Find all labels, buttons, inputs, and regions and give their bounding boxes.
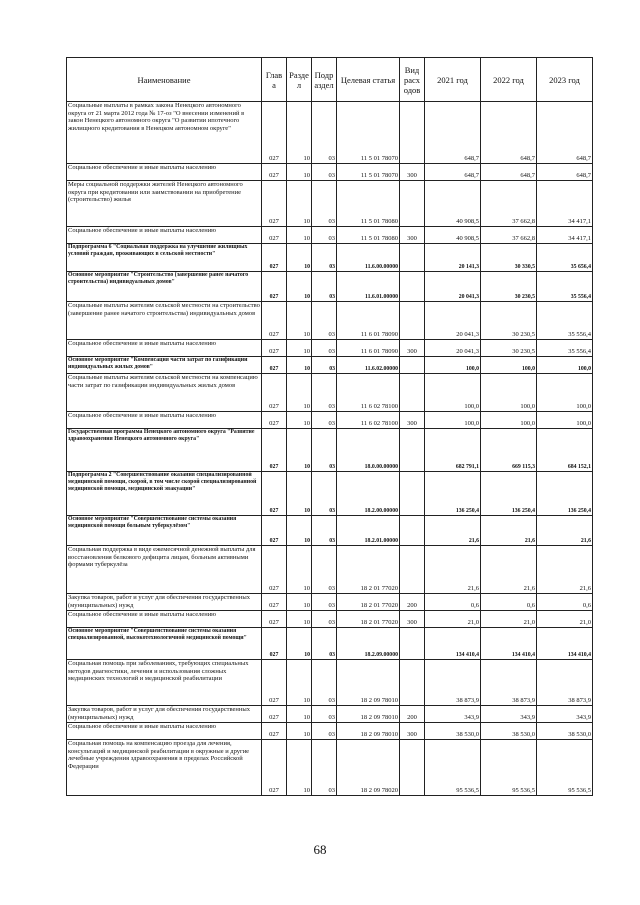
cell-name: Социальное обеспечение и иные выплаты населению — [67, 723, 262, 740]
cell-target-article: 18 2 01 77020 — [337, 594, 400, 611]
cell-podrazdel: 03 — [312, 181, 337, 227]
cell-razdel: 10 — [287, 181, 312, 227]
cell-year-2021: 682 791,1 — [425, 429, 481, 472]
cell-name: Социальное обеспечение и иные выплаты населению — [67, 340, 262, 357]
cell-year-2023: 136 250,4 — [537, 472, 593, 516]
cell-target-article: 18.0.00.00000 — [337, 429, 400, 472]
cell-expense-type — [400, 102, 425, 164]
cell-name: Подпрограмма 6 "Социальная поддержка на улучшение жилищных условий граждан, проживающих в сельской местности" — [67, 244, 262, 272]
cell-year-2021: 648,7 — [425, 164, 481, 181]
cell-year-2022: 343,9 — [481, 706, 537, 723]
header-year-2021: 2021 год — [425, 58, 481, 102]
cell-name: Основное мероприятие "Компенсация части затрат по газификации индивидуальных жилых домов" — [67, 357, 262, 374]
cell-year-2021: 21,6 — [425, 516, 481, 546]
cell-glava: 027 — [262, 340, 287, 357]
table-row — [67, 412, 593, 429]
table-row — [67, 546, 593, 594]
cell-podrazdel: 03 — [312, 740, 337, 796]
table-row — [67, 374, 593, 412]
cell-name: Социальная помощь на компенсацию проезда для лечения, консультаций и медицинской реабилитации в окружные и другие лечебные учреждения здравоохранения в пределах Российской Федерации — [67, 740, 262, 796]
cell-name: Социальная поддержка в виде ежемесячной денежной выплаты для восстановления белкового дефицита лицам, больным активными формами туберкулёза — [67, 546, 262, 594]
cell-expense-type: 300 — [400, 723, 425, 740]
cell-target-article: 11 5 01 78080 — [337, 181, 400, 227]
cell-year-2023: 35 556,4 — [537, 340, 593, 357]
cell-razdel: 10 — [287, 302, 312, 340]
cell-year-2023: 684 152,1 — [537, 429, 593, 472]
cell-expense-type: 300 — [400, 340, 425, 357]
header-podrazdel: Подр аздел — [312, 58, 337, 102]
cell-year-2022: 30 230,5 — [481, 272, 537, 302]
table-row — [67, 272, 593, 302]
table-row — [67, 102, 593, 164]
cell-glava: 027 — [262, 660, 287, 706]
cell-glava: 027 — [262, 302, 287, 340]
cell-name: Основное мероприятие "Совершенствование системы оказания медицинской помощи больным туберкулёзом" — [67, 516, 262, 546]
cell-year-2022: 100,0 — [481, 374, 537, 412]
cell-year-2023: 38 873,9 — [537, 660, 593, 706]
cell-target-article: 11 6 01 78090 — [337, 340, 400, 357]
cell-year-2023: 343,9 — [537, 706, 593, 723]
cell-target-article: 18 2 09 78010 — [337, 706, 400, 723]
cell-razdel: 10 — [287, 472, 312, 516]
table-row — [67, 244, 593, 272]
cell-glava: 027 — [262, 740, 287, 796]
cell-year-2022: 30 230,5 — [481, 340, 537, 357]
header-expense-type: Вид расх одов — [400, 58, 425, 102]
table-row — [67, 628, 593, 660]
cell-podrazdel: 03 — [312, 412, 337, 429]
cell-expense-type — [400, 272, 425, 302]
cell-expense-type — [400, 302, 425, 340]
cell-podrazdel: 03 — [312, 244, 337, 272]
cell-expense-type — [400, 546, 425, 594]
cell-expense-type — [400, 660, 425, 706]
cell-year-2021: 95 536,5 — [425, 740, 481, 796]
table-row — [67, 181, 593, 227]
cell-target-article: 18.2.00.00000 — [337, 472, 400, 516]
cell-year-2022: 134 410,4 — [481, 628, 537, 660]
cell-year-2023: 38 530,0 — [537, 723, 593, 740]
cell-podrazdel: 03 — [312, 660, 337, 706]
cell-target-article: 11.6.02.00000 — [337, 357, 400, 374]
cell-glava: 027 — [262, 357, 287, 374]
cell-name: Закупка товаров, работ и услуг для обеспечения государственных (муниципальных) нужд — [67, 594, 262, 611]
cell-year-2022: 21,6 — [481, 516, 537, 546]
cell-expense-type — [400, 472, 425, 516]
table-row — [67, 723, 593, 740]
cell-year-2022: 37 662,8 — [481, 227, 537, 244]
cell-razdel: 10 — [287, 611, 312, 628]
table-row — [67, 340, 593, 357]
cell-name: Меры социальной поддержки жителей Ненецкого автономного округа при кредитовании или заимствовании на приобретение (строительство) жилья — [67, 181, 262, 227]
cell-name: Социальное обеспечение и иные выплаты населению — [67, 227, 262, 244]
table-row — [67, 164, 593, 181]
cell-year-2023: 21,6 — [537, 516, 593, 546]
table-row — [67, 594, 593, 611]
cell-name: Государственная программа Ненецкого автономного округа "Развитие здравоохранения Ненецкого автономного округа" — [67, 429, 262, 472]
cell-podrazdel: 03 — [312, 723, 337, 740]
cell-year-2023: 100,0 — [537, 374, 593, 412]
cell-year-2022: 669 115,3 — [481, 429, 537, 472]
cell-year-2023: 35 656,4 — [537, 244, 593, 272]
cell-razdel: 10 — [287, 102, 312, 164]
cell-target-article: 18.2.09.00000 — [337, 628, 400, 660]
cell-razdel: 10 — [287, 164, 312, 181]
cell-razdel: 10 — [287, 357, 312, 374]
table-row — [67, 357, 593, 374]
cell-expense-type: 200 — [400, 594, 425, 611]
cell-year-2022: 30 230,5 — [481, 302, 537, 340]
cell-year-2022: 38 873,9 — [481, 660, 537, 706]
cell-year-2023: 648,7 — [537, 102, 593, 164]
cell-year-2021: 21,6 — [425, 546, 481, 594]
cell-glava: 027 — [262, 164, 287, 181]
header-target-article: Целевая статья — [337, 58, 400, 102]
cell-target-article: 18 2 01 77020 — [337, 546, 400, 594]
cell-year-2022: 648,7 — [481, 164, 537, 181]
cell-target-article: 11 6 01 78090 — [337, 302, 400, 340]
header-year-2023: 2023 год — [537, 58, 593, 102]
cell-target-article: 11.6.01.00000 — [337, 272, 400, 302]
cell-name: Социальное обеспечение и иные выплаты населению — [67, 611, 262, 628]
cell-year-2023: 0,6 — [537, 594, 593, 611]
cell-podrazdel: 03 — [312, 302, 337, 340]
cell-expense-type: 200 — [400, 706, 425, 723]
cell-year-2021: 38 530,0 — [425, 723, 481, 740]
cell-year-2023: 21,0 — [537, 611, 593, 628]
cell-target-article: 11 5 01 78080 — [337, 227, 400, 244]
cell-target-article: 11 6 02 78100 — [337, 374, 400, 412]
table-row — [67, 660, 593, 706]
cell-podrazdel: 03 — [312, 472, 337, 516]
cell-glava: 027 — [262, 628, 287, 660]
table-header-row — [67, 58, 593, 102]
cell-year-2022: 136 250,4 — [481, 472, 537, 516]
cell-podrazdel: 03 — [312, 272, 337, 302]
cell-year-2023: 21,6 — [537, 546, 593, 594]
cell-year-2022: 100,0 — [481, 412, 537, 429]
cell-year-2021: 343,9 — [425, 706, 481, 723]
cell-name: Закупка товаров, работ и услуг для обеспечения государственных (муниципальных) нужд — [67, 706, 262, 723]
cell-razdel: 10 — [287, 546, 312, 594]
cell-podrazdel: 03 — [312, 429, 337, 472]
cell-year-2022: 648,7 — [481, 102, 537, 164]
cell-name: Основное мероприятие "Строительство (завершение ранее начатого строительства) индивидуальных домов" — [67, 272, 262, 302]
table-row — [67, 516, 593, 546]
cell-target-article: 18 2 01 77020 — [337, 611, 400, 628]
cell-glava: 027 — [262, 516, 287, 546]
cell-expense-type — [400, 181, 425, 227]
cell-glava: 027 — [262, 102, 287, 164]
cell-year-2022: 38 530,0 — [481, 723, 537, 740]
cell-razdel: 10 — [287, 244, 312, 272]
cell-podrazdel: 03 — [312, 706, 337, 723]
cell-expense-type — [400, 244, 425, 272]
cell-target-article: 18 2 09 78010 — [337, 723, 400, 740]
cell-razdel: 10 — [287, 516, 312, 546]
cell-expense-type — [400, 429, 425, 472]
cell-podrazdel: 03 — [312, 357, 337, 374]
table-row — [67, 740, 593, 796]
cell-year-2021: 40 908,5 — [425, 181, 481, 227]
cell-target-article: 18.2.01.00000 — [337, 516, 400, 546]
cell-podrazdel: 03 — [312, 374, 337, 412]
cell-year-2021: 38 873,9 — [425, 660, 481, 706]
cell-year-2023: 34 417,1 — [537, 181, 593, 227]
cell-podrazdel: 03 — [312, 102, 337, 164]
cell-glava: 027 — [262, 594, 287, 611]
cell-expense-type: 300 — [400, 164, 425, 181]
page-number: 68 — [313, 842, 327, 857]
cell-podrazdel: 03 — [312, 611, 337, 628]
header-name: Наименование — [67, 58, 262, 102]
cell-name: Социальные выплаты жителям сельской местности на компенсацию части затрат по газификации индивидуальных жилых домов — [67, 374, 262, 412]
cell-razdel: 10 — [287, 227, 312, 244]
cell-podrazdel: 03 — [312, 516, 337, 546]
cell-year-2023: 35 556,4 — [537, 302, 593, 340]
cell-year-2021: 0,6 — [425, 594, 481, 611]
cell-year-2021: 20 041,3 — [425, 272, 481, 302]
cell-year-2023: 35 556,4 — [537, 272, 593, 302]
cell-year-2022: 0,6 — [481, 594, 537, 611]
cell-year-2023: 100,0 — [537, 412, 593, 429]
cell-podrazdel: 03 — [312, 546, 337, 594]
cell-razdel: 10 — [287, 723, 312, 740]
table-row — [67, 429, 593, 472]
cell-glava: 027 — [262, 272, 287, 302]
budget-table — [66, 57, 593, 796]
header-razdel: Разде л — [287, 58, 312, 102]
cell-glava: 027 — [262, 546, 287, 594]
cell-year-2021: 136 250,4 — [425, 472, 481, 516]
cell-glava: 027 — [262, 611, 287, 628]
cell-name: Социальное обеспечение и иные выплаты населению — [67, 164, 262, 181]
cell-year-2021: 20 041,3 — [425, 340, 481, 357]
cell-expense-type: 300 — [400, 227, 425, 244]
cell-year-2021: 21,0 — [425, 611, 481, 628]
cell-glava: 027 — [262, 227, 287, 244]
cell-podrazdel: 03 — [312, 340, 337, 357]
cell-expense-type — [400, 374, 425, 412]
header-year-2022: 2022 год — [481, 58, 537, 102]
cell-target-article: 11.6.00.00000 — [337, 244, 400, 272]
cell-podrazdel: 03 — [312, 594, 337, 611]
cell-year-2021: 100,0 — [425, 374, 481, 412]
cell-year-2021: 20 041,3 — [425, 302, 481, 340]
cell-target-article: 18 2 09 78020 — [337, 740, 400, 796]
cell-year-2023: 34 417,1 — [537, 227, 593, 244]
cell-target-article: 18 2 09 78010 — [337, 660, 400, 706]
cell-year-2023: 95 536,5 — [537, 740, 593, 796]
cell-razdel: 10 — [287, 660, 312, 706]
cell-razdel: 10 — [287, 740, 312, 796]
cell-razdel: 10 — [287, 594, 312, 611]
table-row — [67, 227, 593, 244]
cell-razdel: 10 — [287, 429, 312, 472]
cell-year-2022: 95 536,5 — [481, 740, 537, 796]
header-glava: Глав а — [262, 58, 287, 102]
cell-target-article: 11 6 02 78100 — [337, 412, 400, 429]
cell-name: Подпрограмма 2 "Совершенствование оказания специализированной медицинской помощи, скорой, в том числе скорой специализированной медицинской помощи, медицинской эвакуации" — [67, 472, 262, 516]
cell-razdel: 10 — [287, 412, 312, 429]
cell-glava: 027 — [262, 412, 287, 429]
cell-year-2023: 100,0 — [537, 357, 593, 374]
cell-expense-type — [400, 628, 425, 660]
cell-glava: 027 — [262, 181, 287, 227]
cell-glava: 027 — [262, 374, 287, 412]
cell-razdel: 10 — [287, 706, 312, 723]
cell-expense-type: 300 — [400, 611, 425, 628]
cell-year-2021: 100,0 — [425, 357, 481, 374]
cell-name: Социальные выплаты жителям сельской местности на строительство (завершение ранее начатого строительства) индивидуальных домов — [67, 302, 262, 340]
table-row — [67, 706, 593, 723]
cell-target-article: 11 5 01 78070 — [337, 164, 400, 181]
cell-podrazdel: 03 — [312, 628, 337, 660]
cell-year-2023: 134 410,4 — [537, 628, 593, 660]
cell-podrazdel: 03 — [312, 227, 337, 244]
cell-target-article: 11 5 01 78070 — [337, 102, 400, 164]
cell-expense-type: 300 — [400, 412, 425, 429]
cell-name: Социальное обеспечение и иные выплаты населению — [67, 412, 262, 429]
cell-name: Социальная помощь при заболеваниях, требующих специальных методов диагностики, лечения и использования сложных медицинских технологий и медицинской реабилитации — [67, 660, 262, 706]
cell-podrazdel: 03 — [312, 164, 337, 181]
cell-glava: 027 — [262, 244, 287, 272]
cell-year-2022: 37 662,8 — [481, 181, 537, 227]
cell-expense-type — [400, 740, 425, 796]
cell-year-2021: 20 141,3 — [425, 244, 481, 272]
cell-glava: 027 — [262, 723, 287, 740]
cell-expense-type — [400, 357, 425, 374]
cell-razdel: 10 — [287, 628, 312, 660]
cell-year-2021: 134 410,4 — [425, 628, 481, 660]
table-row — [67, 611, 593, 628]
table-row — [67, 302, 593, 340]
cell-expense-type — [400, 516, 425, 546]
cell-name: Социальные выплаты в рамках закона Ненецкого автономного округа от 21 марта 2012 года № 17-оз "О внесении изменений в закон Ненецкого автономного округа "О развитии ипотечного жилищного кредитования в Ненецком автономном округе" — [67, 102, 262, 164]
cell-year-2021: 40 908,5 — [425, 227, 481, 244]
cell-razdel: 10 — [287, 340, 312, 357]
cell-year-2023: 648,7 — [537, 164, 593, 181]
cell-razdel: 10 — [287, 272, 312, 302]
cell-glava: 027 — [262, 706, 287, 723]
table-row — [67, 472, 593, 516]
cell-year-2021: 648,7 — [425, 102, 481, 164]
cell-year-2022: 21,6 — [481, 546, 537, 594]
cell-glava: 027 — [262, 429, 287, 472]
cell-name: Основное мероприятие "Совершенствование системы оказания специализированной, высокотехнологичной медицинской помощи" — [67, 628, 262, 660]
cell-year-2022: 21,0 — [481, 611, 537, 628]
cell-year-2021: 100,0 — [425, 412, 481, 429]
cell-year-2022: 30 330,5 — [481, 244, 537, 272]
cell-year-2022: 100,0 — [481, 357, 537, 374]
cell-razdel: 10 — [287, 374, 312, 412]
cell-glava: 027 — [262, 472, 287, 516]
